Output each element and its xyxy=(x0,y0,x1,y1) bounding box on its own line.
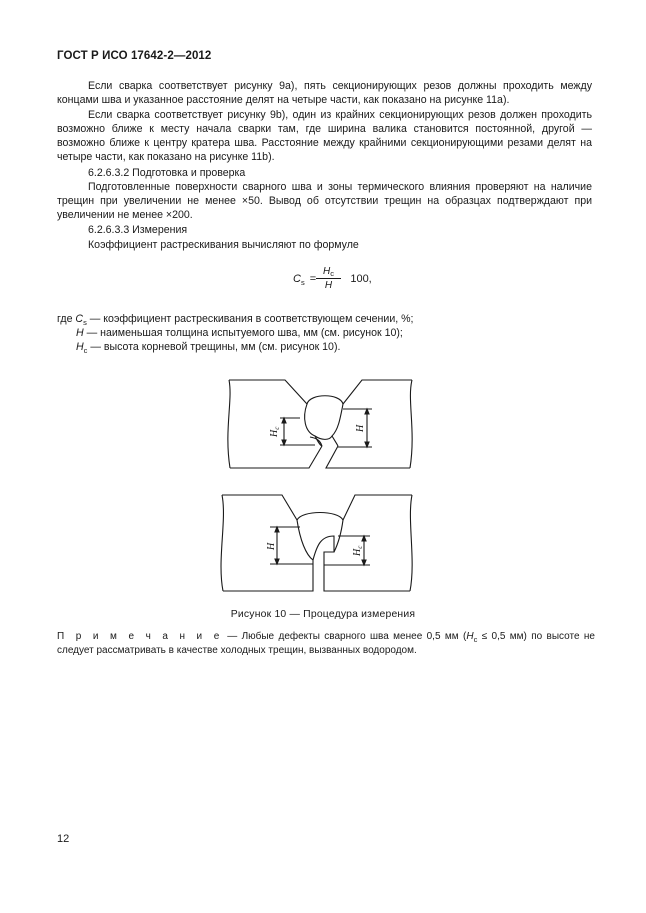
formula-tail: 100, xyxy=(350,273,372,285)
top-h-label: H xyxy=(355,424,366,432)
bottom-hc-label: $H_c$ xyxy=(352,545,364,556)
section-heading-preparation: 6.2.6.3.2 Подготовка и проверка xyxy=(88,167,246,179)
bottom-plate-top-outline xyxy=(222,495,412,520)
legend-item-cs: где $C_s$ — коэффициент растрескивания в соответствующем сечении, %; xyxy=(57,313,414,327)
section-heading-measurements: 6.2.6.3.3 Измерения xyxy=(88,224,188,236)
legend-item-hc: $H_c$ — высота корневой трещины, мм (см. рисунок 10). xyxy=(76,341,341,355)
figure-note: П р и м е ч а н и е — Любые дефекты сварного шва менее 0,5 мм ($H_c \le 0,5$ мм) по высоте не следует рассматривать в качестве холодных трещин, вызванных водородом. xyxy=(57,631,595,656)
paragraph-formula-intro: Коэффициент растрескивания вычисляют по формуле xyxy=(88,239,359,251)
top-weld-fusion xyxy=(305,404,343,439)
paragraph-figure-9b: Если сварка соответствует рисунку 9b), один из крайних секционирующих резов должен проходить возможно ближе к месту начала сварки там, где ширина валика становится постоянной, другой — возможно ближе к центру кратера шва. Расстояние между крайними секционирующими резами делят на четыре части, как показано на рисунке 11b). xyxy=(57,109,592,163)
formula-lhs-sub: s xyxy=(300,278,305,287)
formula-numerator: H xyxy=(323,266,331,277)
running-header: ГОСТ Р ИСО 17642-2—2012 xyxy=(57,50,212,62)
top-plate-left-outline xyxy=(229,380,412,404)
formula-lhs: C xyxy=(293,273,301,285)
paragraph-figure-9a: Если сварка соответствует рисунку 9a), пять секционирующих резов должны проходить между концами шва и указанное расстояние делят на четыре части, как показано на рисунке 11а). xyxy=(57,80,592,106)
legend-item-h: H — наименьшая толщина испытуемого шва, мм (см. рисунок 10); xyxy=(76,327,403,339)
formula-denominator: H xyxy=(324,280,333,291)
page-number: 12 xyxy=(57,833,70,845)
top-plate-bottom-right xyxy=(326,446,410,468)
top-hc-label: $H_c$ xyxy=(269,426,281,437)
bottom-plate-bottom-left xyxy=(223,565,313,591)
formula-numerator-sub: c xyxy=(330,269,334,278)
bottom-plate-bottom-right xyxy=(324,567,410,591)
figure-caption: Рисунок 10 — Процедура измерения xyxy=(230,609,416,620)
bottom-root-crack xyxy=(313,536,334,567)
top-plate-bottom-left xyxy=(230,446,322,468)
paragraph-inspection: Подготовленные поверхности сварного шва и зоны термического влияния проверяют на наличие трещин при увеличении не менее ×50. Вывод об отсутствии трещин на образцах подтверждают при увеличении не менее ×200. xyxy=(57,181,592,221)
bottom-h-label: H xyxy=(266,542,277,550)
formula-equals: = xyxy=(309,273,317,285)
